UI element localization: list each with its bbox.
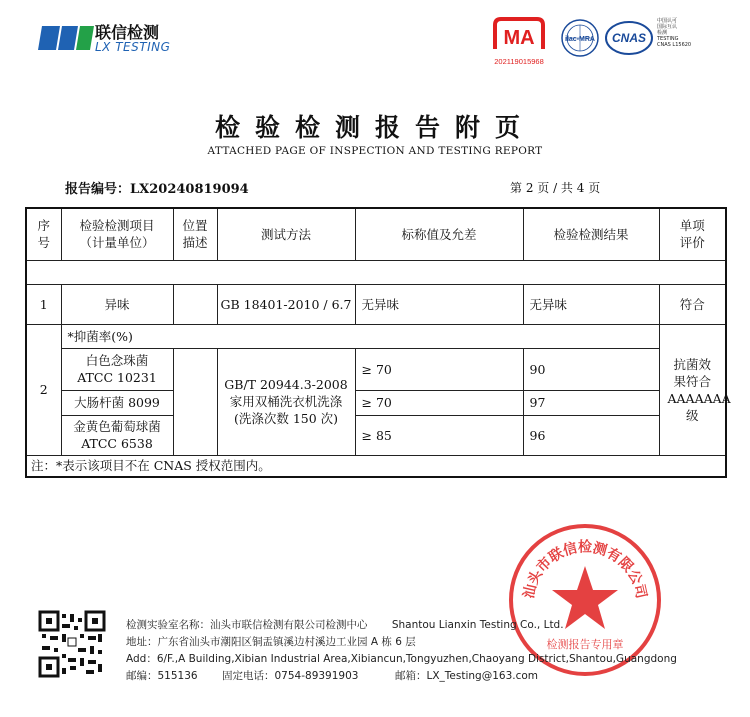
row2-sub2-standard: ≥ 70 [355, 390, 523, 415]
table-spacer-row [26, 260, 726, 284]
cma-number: 202119015968 [494, 57, 544, 66]
table-note-row [26, 455, 726, 477]
row1-result: 无异味 [523, 284, 659, 324]
row1-standard: 无异味 [355, 284, 523, 324]
table-note: 注：*表示该项目不在 CNAS 授权范围内。 [26, 455, 726, 477]
row2-verdict: 抗菌效果符合 AAAAAAA 级 [659, 324, 726, 455]
row1-verdict: 符合 [659, 284, 726, 324]
row1-method: GB 18401-2010 / 6.7 [217, 284, 355, 324]
cma-icon [487, 15, 551, 53]
seal-bottom-text: 检测报告专用章 [546, 638, 624, 651]
row2-sub3-item: 金黄色葡萄球菌 ATCC 6538 [61, 415, 173, 455]
brand-name-en: LX TESTING [95, 40, 171, 54]
seal-top-text: 汕头市联信检测有限公司 [521, 539, 649, 601]
qr-code-icon [38, 610, 106, 678]
row2-group-label: *抑菌率(%) [61, 324, 659, 348]
row1-item: 异味 [61, 284, 173, 324]
row2-sub1-item: 白色念珠菌 ATCC 10231 [61, 348, 173, 390]
email: 邮箱：LX_Testing@163.com [395, 670, 539, 682]
table-header-row [26, 208, 726, 260]
table-row [26, 415, 726, 455]
lab-name: 检测实验室名称：汕头市联信检测有限公司检测中心 Shantou Lianxin Testing Co., Ltd. [126, 619, 564, 631]
header-standard: 标称值及允差 [355, 208, 523, 260]
row2-seq: 2 [26, 324, 61, 455]
table-row [26, 390, 726, 415]
row2-sub1-result: 90 [523, 348, 659, 390]
row2-sub3-standard: ≥ 85 [355, 415, 523, 455]
svg-text:ilac-MRA: ilac-MRA [565, 36, 595, 43]
header-item: 检验检测项目 （计量单位） [61, 208, 173, 260]
brand-name-cn: 联信检测 [95, 23, 160, 42]
header-result: 检验检测结果 [523, 208, 659, 260]
svg-text:CNAS: CNAS [611, 31, 647, 45]
row2-sub3-result: 96 [523, 415, 659, 455]
report-number: 报告编号：LX20240819094 [65, 182, 249, 197]
cnas-mark [604, 18, 654, 58]
cnas-icon [604, 18, 654, 58]
page-title: 检验检测报告附页 [214, 113, 535, 142]
ilac-mra-icon [560, 18, 600, 58]
row2-sub1-standard: ≥ 70 [355, 348, 523, 390]
table-row [26, 324, 726, 348]
cnas-caption: 中国认可 国际互认 检测 TESTING CNAS L15620 [657, 18, 692, 48]
header-position: 位置 描述 [173, 208, 217, 260]
results-table [25, 207, 731, 478]
address-cn: 地址：广东省汕头市潮阳区铜盂镇溪边村溪边工业园 A 栋 6 层 [126, 636, 416, 648]
page-subtitle: ATTACHED PAGE OF INSPECTION AND TESTING REPORT [207, 145, 543, 157]
postcode: 邮编：515136 [126, 670, 198, 682]
page-indicator: 第 2 页 / 共 4 页 [510, 181, 601, 195]
svg-text:MA: MA [503, 27, 535, 49]
row2-method: GB/T 20944.3-2008 家用双桶洗衣机洗涤 (洗涤次数 150 次) [217, 348, 355, 455]
header-seq: 序 号 [26, 208, 61, 260]
address-en: Add：6/F.,A Building,Xibian Industrial Area,Xibiancun,Tongyuzhen,Chaoyang District,Shantou,Guangdong [126, 653, 677, 665]
row1-seq: 1 [26, 284, 61, 324]
header-method: 测试方法 [217, 208, 355, 260]
header-verdict: 单项 评价 [659, 208, 726, 260]
phone: 固定电话：0754-89391903 [222, 670, 359, 682]
table-row [26, 284, 726, 324]
row2-sub2-item: 大肠杆菌 8099 [61, 390, 173, 415]
table-row [26, 348, 726, 390]
cma-mark [487, 15, 551, 65]
row2-sub2-result: 97 [523, 390, 659, 415]
